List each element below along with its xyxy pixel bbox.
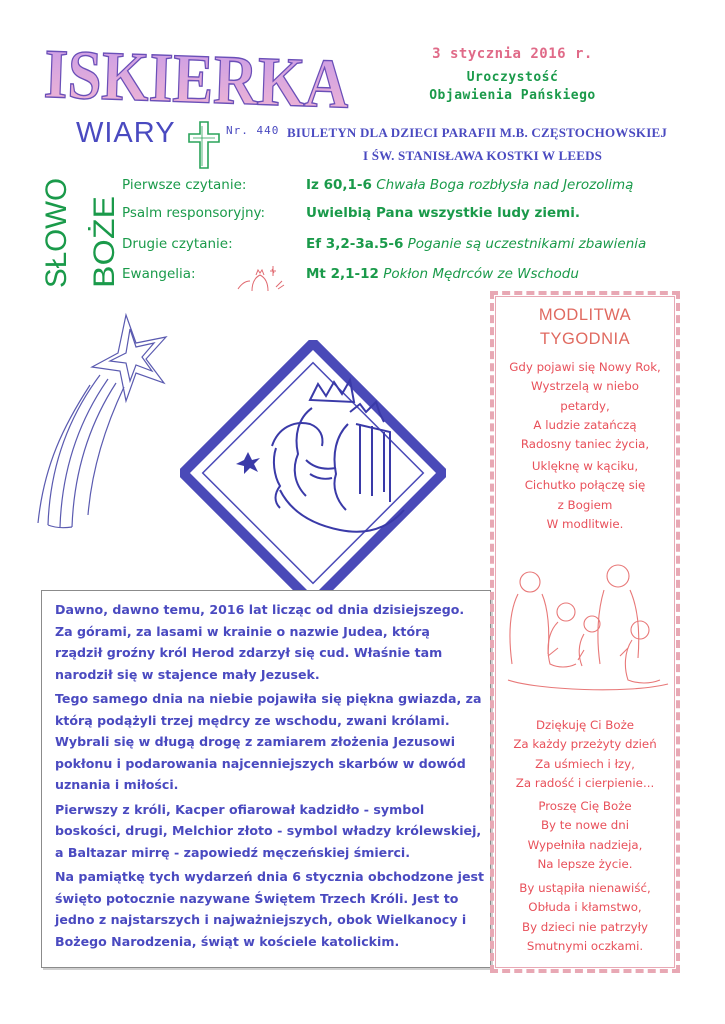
reading-title: Poganie są uczestnikami zbawienia	[407, 236, 647, 252]
prayer-line: Wypełniła nadzieja,	[527, 837, 643, 852]
story-line: Za górami, za lasami w krainie o nazwie Judea, którą	[55, 623, 430, 639]
reading-label-second: Drugie czytanie:	[122, 236, 233, 252]
reading-label-first: Pierwsze czytanie:	[122, 177, 247, 193]
prayer-line: Cichutko połączę się	[524, 478, 646, 493]
prayer-line: W modlitwie.	[546, 516, 624, 531]
family-praying-illustration	[500, 560, 676, 708]
reading-label-psalm: Psalm responsoryjny:	[122, 205, 266, 221]
story-paragraph	[55, 799, 480, 864]
story-line: pokłonu i podarowania najcenniejszych skarbów w dowód	[55, 755, 466, 771]
bulletin-subtitle-line-1: BIULETYN DLA DZIECI PARAFII M.B. CZĘSTOCHOWSKIEJ	[287, 125, 668, 140]
story-paragraph	[55, 866, 485, 952]
prayer-line: Gdy pojawi się Nowy Rok,	[509, 360, 661, 374]
reading-label-gospel: Ewangelia:	[122, 266, 196, 282]
reading-title: Chwała Boga rozbłysła nad Jerozolimą	[376, 177, 634, 193]
prayer-stanza	[490, 358, 680, 454]
three-kings-illustration	[180, 340, 446, 606]
prayer-line: Za radość i cierpienie...	[515, 775, 655, 790]
story-line: rządził groźny król Herod zdarzył się cud. Właśnie tam	[55, 645, 443, 660]
story-line: jedno z najstarszych i najważniejszych, obok Wielkanocy i	[55, 912, 467, 927]
prayer-line: Na lepsze życie.	[537, 856, 633, 871]
story-line: Bożego Narodzenia, świąt w kościele katolickim.	[55, 933, 400, 949]
prayer-stanza	[490, 879, 680, 956]
reading-ref: Ef 3,2-3a.5-6	[306, 236, 404, 252]
reading-gospel	[306, 266, 579, 282]
story-line: Pierwszy z króli, Kacper ofiarował kadzidło - symbol	[55, 801, 425, 817]
prayer-line: A ludzie zatańczą	[533, 417, 637, 432]
prayer-line: z Bogiem	[557, 497, 613, 512]
reading-title: Pokłon Mędrców ze Wschodu	[383, 266, 579, 282]
story-line: boskości, drugi, Melchior złoto - symbol władzy królewskiej,	[55, 823, 482, 838]
story-line: Dawno, dawno temu, 2016 lat licząc od dnia dzisiejszego.	[55, 602, 465, 617]
magi-small-icon	[232, 263, 286, 293]
story-line: a Baltazar mirrę - zapowiedź męczeńskiej śmierci.	[55, 844, 411, 860]
masthead-title-text: ISKIERKA	[42, 35, 396, 126]
issue-date: 3 stycznia 2016 r.	[432, 46, 593, 62]
masthead-title	[40, 20, 410, 130]
story-paragraph	[55, 688, 480, 796]
cross-icon	[187, 120, 221, 170]
reading-second	[306, 236, 646, 252]
prayer-line: Proszę Cię Boże	[538, 799, 632, 813]
prayer-line: By ustąpiła nienawiść,	[519, 881, 651, 895]
feast-title-line-1: Uroczystość	[466, 70, 559, 85]
prayer-title-line-2: TYGODNIA	[539, 330, 631, 348]
svg-text:BOŻE: BOŻE	[88, 206, 121, 288]
reading-psalm	[306, 205, 580, 221]
prayer-line: Za każdy przeżyty dzień	[513, 737, 657, 752]
story-line: którą podążyli trzej mędrcy ze wschodu, zwani królami.	[55, 712, 450, 728]
prayer-line: Dziękuję Ci Boże	[535, 718, 635, 732]
svg-text:SŁOWO: SŁOWO	[40, 176, 73, 288]
prayer-line: Radosny taniec życia,	[520, 437, 650, 452]
prayer-line: Za uśmiech i łzy,	[535, 756, 635, 771]
story-line: Na pamiątkę tych wydarzeń dnia 6 stycznia obchodzone jest	[55, 869, 485, 884]
prayer-line: By dzieci nie patrzyły	[521, 919, 649, 934]
prayer-line: Obłuda i kłamstwo,	[528, 900, 642, 915]
shooting-star-illustration	[30, 295, 190, 535]
prayer-stanza	[490, 457, 680, 534]
prayer-line: Smutnymi oczkami.	[526, 938, 644, 953]
story-line: uznania i miłości.	[55, 777, 179, 792]
issue-number: Nr. 440	[226, 124, 280, 137]
reading-ref: Iz 60,1-6	[306, 177, 372, 193]
reading-ref: Mt 2,1-12	[306, 266, 379, 282]
bulletin-subtitle-line-2: I ŚW. STANISŁAWA KOSTKI W LEEDS	[363, 148, 603, 163]
reading-first	[306, 177, 633, 193]
prayer-stanza	[490, 797, 680, 874]
reading-ref: Uwielbią Pana wszystkie ludy ziemi.	[306, 205, 580, 221]
boze-vertical-label	[58, 190, 130, 290]
masthead-subtitle-wiary: WIARY	[76, 117, 176, 149]
story-line: Wybrali się w długą drogę z zamiarem złożenia Jezusowi	[55, 734, 456, 749]
story-text	[55, 599, 485, 955]
prayer-line: petardy,	[560, 398, 610, 413]
prayer-line: Uklęknę w kąciku,	[531, 459, 639, 473]
feast-title-line-2: Objawienia Pańskiego	[429, 88, 596, 103]
prayer-stanza	[490, 716, 680, 793]
prayer-line: Wystrzelą w niebo	[531, 379, 639, 394]
prayer-title-line-1: MODLITWA	[538, 306, 632, 324]
story-line: narodził się w stajence mały Jezusek.	[55, 666, 320, 682]
story-box	[41, 590, 491, 968]
story-line: święto potocznie nazywane Świętem Trzech Króli. Jest to	[55, 890, 459, 906]
story-paragraph	[55, 599, 480, 685]
prayer-line: By te nowe dni	[540, 818, 630, 833]
story-line: Tego samego dnia na niebie pojawiła się piękna gwiazda, za	[55, 691, 482, 706]
